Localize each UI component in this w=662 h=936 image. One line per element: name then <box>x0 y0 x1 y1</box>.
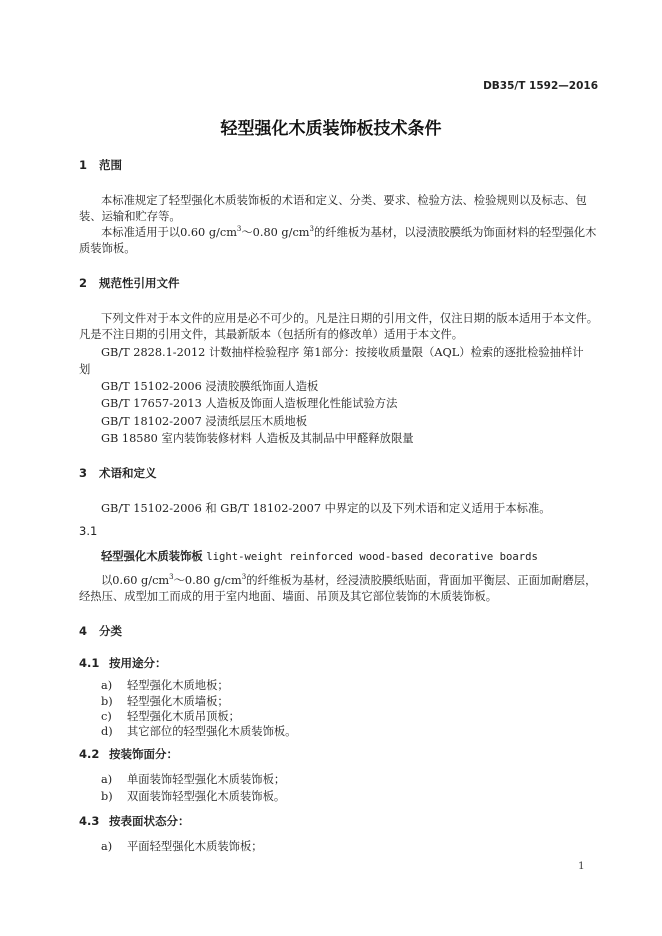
subsection-heading-4-2: 4.2 按装饰面分： <box>79 747 178 761</box>
section-heading-3 <box>79 465 157 481</box>
list-item: b) 轻型强化木质墙板； <box>101 695 229 708</box>
section-heading-1 <box>79 157 122 173</box>
reference-line: GB 18580 室内装饰装修材料 人造板及其制品中甲醛释放限量 <box>101 432 414 445</box>
reference-line: GB/T 15102-2006 浸渍胶膜纸饰面人造板 <box>101 380 319 393</box>
subsection-number: 3.1 <box>79 524 98 538</box>
list-item: a) 单面装饰轻型强化木质装饰板； <box>101 773 286 786</box>
reference-line: 划 <box>79 363 91 376</box>
section-number: 1 <box>79 158 88 172</box>
reference-line: GB/T 2828.1-2012 计数抽样检验程序 第1部分：按接收质量限（AQL）检索的逐批检验抽样计 <box>101 346 584 359</box>
list-item: a) 轻型强化木质地板； <box>101 679 229 692</box>
paragraph-line: 本标准适用于以0.60 $g/cm^3\sim 0.80$ $g/cm^3$的纤维板为基材，以浸渍胶膜纸为饰面材料的轻型强化木 <box>101 225 597 239</box>
list-item: a) 平面轻型强化木质装饰板； <box>101 840 263 853</box>
subsection-heading-4-1: 4.1 按用途分： <box>79 656 167 670</box>
paragraph-line: 凡是不注日期的引用文件，其最新版本（包括所有的修改单）适用于本文件。 <box>79 328 464 341</box>
reference-line: GB/T 17657-2013 人造板及饰面人造板理化性能试验方法 <box>101 397 398 410</box>
document-title: 轻型强化木质装饰板技术条件 <box>220 119 442 139</box>
list-item: b) 双面装饰轻型强化木质装饰板。 <box>101 790 286 803</box>
list-item: c) 轻型强化木质吊顶板； <box>101 710 240 723</box>
paragraph-line: 本标准规定了轻型强化木质装饰板的术语和定义、分类、要求、检验方法、检验规则以及标志、包 <box>101 194 587 207</box>
term-english: light-weight reinforced wood-based decorative boards <box>206 551 538 563</box>
term-line <box>101 548 538 564</box>
paragraph-line: 下列文件对于本文件的应用是必不可少的。凡是注日期的引用文件，仅注日期的版本适用于本文件。 <box>101 312 599 325</box>
section-title: 规范性引用文件 <box>99 276 180 290</box>
definition-line: 以0.60 $g/cm^3\sim 0.80$ $g/cm^3$的纤维板为基材，经浸渍胶膜纸贴面，背面加平衡层、正面加耐磨层， <box>101 573 597 587</box>
page-number: 1 <box>578 860 585 872</box>
reference-line: GB/T 18102-2007 浸渍纸层压木质地板 <box>101 415 308 428</box>
section-heading-4 <box>79 623 122 639</box>
section-title: 范围 <box>99 158 122 172</box>
section-title: 术语和定义 <box>99 466 157 480</box>
paragraph-line: 质装饰板。 <box>79 242 136 255</box>
definition-line: 经热压、成型加工而成的用于室内地面、墙面、吊顶及其它部位装饰的木质装饰板。 <box>79 590 497 603</box>
subsection-heading-4-3: 4.3 按表面状态分： <box>79 814 190 828</box>
section-number: 4 <box>79 624 88 638</box>
list-item: d) 其它部位的轻型强化木质装饰板。 <box>101 725 297 738</box>
standard-code: DB35/T 1592—2016 <box>483 80 598 92</box>
paragraph-line: 装、运输和贮存等。 <box>79 210 181 223</box>
section-number: 3 <box>79 466 88 480</box>
term-chinese: 轻型强化木质装饰板 <box>101 550 203 563</box>
section-title: 分类 <box>99 624 122 638</box>
section-heading-2 <box>79 275 180 291</box>
section-number: 2 <box>79 276 88 290</box>
paragraph-line: GB/T 15102-2006 和 GB/T 18102-2007 中界定的以及下列术语和定义适用于本标准。 <box>101 502 551 515</box>
